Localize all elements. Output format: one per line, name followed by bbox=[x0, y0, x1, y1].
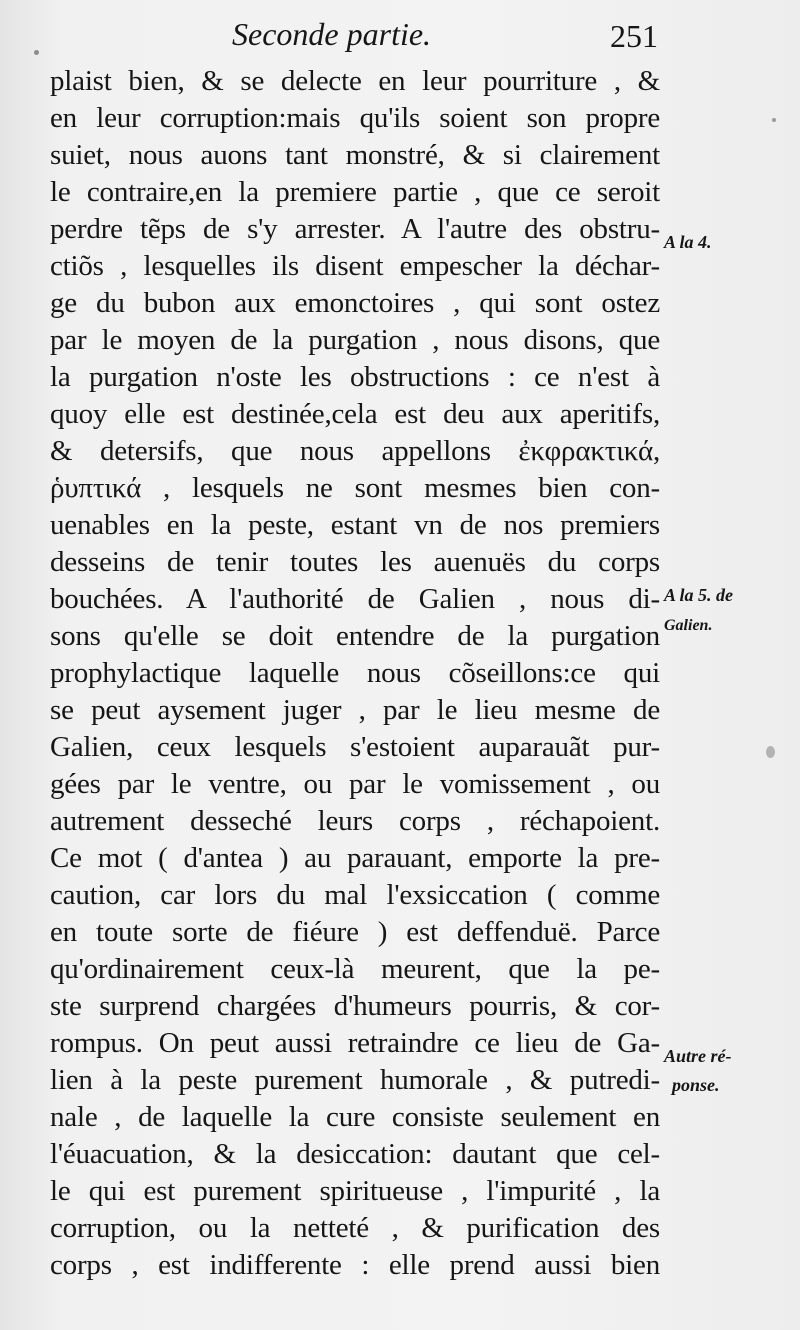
text-line: prophylactique laquelle nous cõseillons:ce qui bbox=[50, 657, 660, 689]
text-line: caution, car lors du mal l'exsiccation ( comme bbox=[50, 879, 660, 911]
marginal-note-a-la-4: A la 4. bbox=[664, 232, 712, 252]
text-line: ste surprend chargées d'humeurs pourris, & cor- bbox=[50, 990, 660, 1022]
text-line: l'éuacuation, & la desiccation: dautant que cel- bbox=[50, 1138, 660, 1170]
marginal-note-autre-reponse-line2: ponse. bbox=[672, 1075, 720, 1095]
page-header bbox=[232, 14, 682, 58]
text-line: Ce mot ( d'antea ) au parauant, emporte la pre- bbox=[50, 842, 660, 874]
text-line: lien à la peste purement humorale , & putredi- bbox=[50, 1064, 660, 1096]
ink-speck bbox=[766, 746, 775, 758]
text-line: en toute sorte de fiéure ) est deffenduë. Parce bbox=[50, 916, 660, 948]
text-line: autrement desseché leurs corps , réchapoient. bbox=[50, 805, 660, 837]
text-line: gées par le ventre, ou par le vomissement , ou bbox=[50, 768, 660, 800]
text-line: bouchées. A l'authorité de Galien , nous di- bbox=[50, 583, 660, 615]
marginal-note-a-la-5-line2: Galien. bbox=[664, 617, 713, 634]
text-line: corps , est indifferente : elle prend aussi bien bbox=[50, 1249, 660, 1281]
text-line: plaist bien, & se delecte en leur pourriture , & bbox=[50, 65, 660, 97]
text-line: le qui est purement spiritueuse , l'impurité , la bbox=[50, 1175, 660, 1207]
text-line: corruption, ou la netteté , & purification des bbox=[50, 1212, 660, 1244]
text-line: sons qu'elle se doit entendre de la purgation bbox=[50, 620, 660, 652]
text-line: se peut aysement juger , par le lieu mesme de bbox=[50, 694, 660, 726]
ink-speck bbox=[772, 118, 776, 122]
text-line: suiet, nous auons tant monstré, & si clairement bbox=[50, 139, 660, 171]
marginal-note-a-la-5-line1: A la 5. de bbox=[664, 585, 734, 605]
marginal-note-autre-reponse-line1: Autre ré- bbox=[664, 1046, 732, 1066]
text-line: par le moyen de la purgation , nous disons, que bbox=[50, 324, 660, 356]
text-line: nale , de laquelle la cure consiste seulement en bbox=[50, 1101, 660, 1133]
text-line: en leur corruption:mais qu'ils soient son propre bbox=[50, 102, 660, 134]
text-line: ge du bubon aux emonctoires , qui sont ostez bbox=[50, 287, 660, 319]
running-title: Seconde partie. bbox=[232, 16, 432, 52]
page-number: 251 bbox=[610, 18, 658, 54]
text-line: rompus. On peut aussi retraindre ce lieu de Ga- bbox=[50, 1027, 660, 1059]
body-text bbox=[50, 63, 660, 1284]
text-line: & detersifs, que nous appellons ἐκφρακτικά, bbox=[50, 435, 660, 467]
text-line: la purgation n'oste les obstructions : ce n'est à bbox=[50, 361, 660, 393]
text-line: uenables en la peste, estant vn de nos premiers bbox=[50, 509, 660, 541]
text-line: le contraire,en la premiere partie , que ce seroit bbox=[50, 176, 660, 208]
text-line: perdre tẽps de s'y arrester. A l'autre des obstru- bbox=[50, 213, 660, 245]
text-line: ctiõs , lesquelles ils disent empescher la déchar- bbox=[50, 250, 660, 282]
text-line: quoy elle est destinée,cela est deu aux aperitifs, bbox=[50, 398, 660, 430]
text-line: desseins de tenir toutes les auenuës du corps bbox=[50, 546, 660, 578]
text-line: Galien, ceux lesquels s'estoient auparauãt pur- bbox=[50, 731, 660, 763]
ink-speck bbox=[34, 50, 39, 55]
text-line: ῥυπτικά , lesquels ne sont mesmes bien con- bbox=[50, 472, 660, 504]
text-line: qu'ordinairement ceux-là meurent, que la pe- bbox=[50, 953, 660, 985]
